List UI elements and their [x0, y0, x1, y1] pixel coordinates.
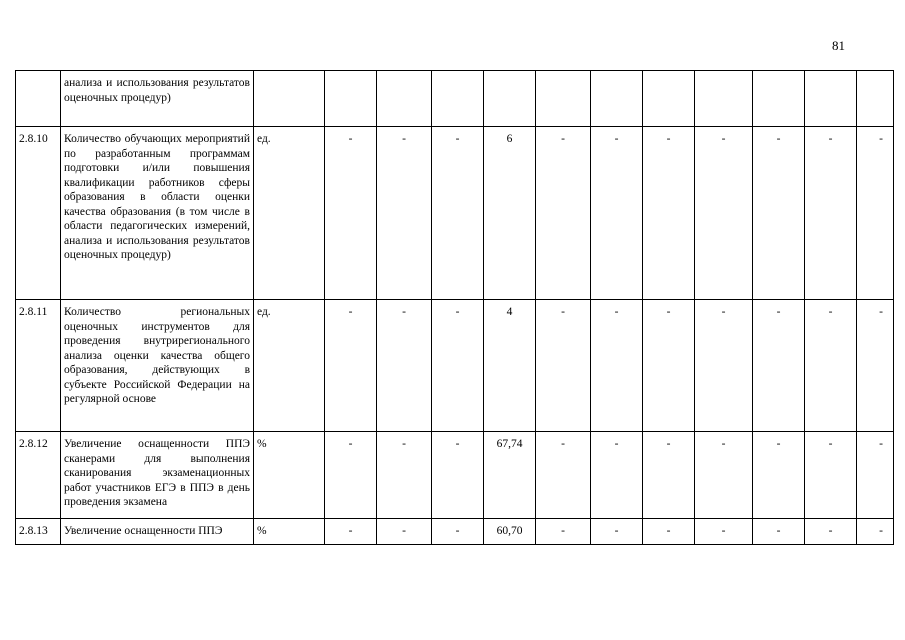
indicator-unit: %	[254, 432, 325, 519]
indicator-value: -	[753, 432, 805, 519]
indicator-value: -	[805, 127, 857, 300]
indicator-value	[484, 71, 536, 127]
indicator-number: 2.8.11	[16, 300, 61, 432]
table-row	[16, 71, 894, 127]
indicator-value	[643, 71, 695, 127]
page-number: 81	[832, 38, 845, 53]
indicator-description: Количество обучающих мероприятий по разработанным программам подготовки и/или повышения квалификации работников сферы образования в области оценки качества образования (в том числе в области педагогических измерений, анализа и использования результатов оценочных процедур)	[61, 127, 254, 300]
indicator-value	[325, 71, 377, 127]
indicator-value: -	[857, 519, 894, 545]
indicator-value: -	[432, 519, 484, 545]
indicator-value: -	[753, 127, 805, 300]
table-row	[16, 127, 894, 300]
indicator-value	[432, 71, 484, 127]
indicator-number: 2.8.12	[16, 432, 61, 519]
indicator-value	[753, 71, 805, 127]
indicator-unit	[254, 71, 325, 127]
indicator-description: анализа и использования результатов оценочных процедур)	[61, 71, 254, 127]
indicator-table	[15, 70, 894, 545]
indicator-value: -	[325, 519, 377, 545]
indicator-number: 2.8.10	[16, 127, 61, 300]
indicator-value: -	[432, 127, 484, 300]
indicator-value: -	[805, 300, 857, 432]
indicator-number	[16, 71, 61, 127]
indicator-value: -	[377, 127, 432, 300]
indicator-value: -	[536, 127, 591, 300]
indicator-value	[805, 71, 857, 127]
indicator-value: -	[325, 300, 377, 432]
indicator-value: -	[695, 127, 753, 300]
indicator-value: -	[643, 300, 695, 432]
indicator-value: 6	[484, 127, 536, 300]
indicator-value: -	[536, 432, 591, 519]
indicator-value: -	[432, 432, 484, 519]
indicator-value: -	[325, 432, 377, 519]
indicator-value	[536, 71, 591, 127]
indicator-value: -	[591, 127, 643, 300]
indicator-value: -	[695, 300, 753, 432]
table-row	[16, 519, 894, 545]
indicator-value: -	[857, 127, 894, 300]
indicator-description: Увеличение оснащенности ППЭ сканерами для выполнения сканирования экзаменационных работ участников ЕГЭ в ППЭ в день проведения экзамена	[61, 432, 254, 519]
indicator-value: -	[536, 300, 591, 432]
indicator-value: -	[591, 300, 643, 432]
indicator-unit: %	[254, 519, 325, 545]
indicator-value: -	[753, 519, 805, 545]
indicator-value	[591, 71, 643, 127]
table-row	[16, 300, 894, 432]
indicator-value: -	[643, 432, 695, 519]
table-row	[16, 432, 894, 519]
indicator-value: -	[643, 127, 695, 300]
indicator-value: -	[591, 519, 643, 545]
indicator-description: Увеличение оснащенности ППЭ	[61, 519, 254, 545]
indicator-value: -	[432, 300, 484, 432]
indicator-value: -	[377, 432, 432, 519]
indicator-value: -	[753, 300, 805, 432]
indicator-value: -	[695, 519, 753, 545]
indicator-value: -	[805, 519, 857, 545]
indicator-unit: ед.	[254, 300, 325, 432]
indicator-value: -	[377, 519, 432, 545]
indicator-description: Количество региональных оценочных инструментов для проведения внутрирегионального анализа оценки качества общего образования, действующих в субъекте Российской Федерации на регулярной основе	[61, 300, 254, 432]
indicator-value: 60,70	[484, 519, 536, 545]
indicator-value: 4	[484, 300, 536, 432]
indicator-value	[377, 71, 432, 127]
indicator-value: -	[536, 519, 591, 545]
indicator-unit: ед.	[254, 127, 325, 300]
indicator-value	[857, 71, 894, 127]
indicator-value: -	[325, 127, 377, 300]
indicator-value: 67,74	[484, 432, 536, 519]
indicator-value	[695, 71, 753, 127]
indicator-value: -	[377, 300, 432, 432]
indicator-value: -	[695, 432, 753, 519]
indicator-value: -	[857, 300, 894, 432]
indicator-value: -	[643, 519, 695, 545]
indicator-value: -	[591, 432, 643, 519]
indicator-value: -	[857, 432, 894, 519]
indicator-number: 2.8.13	[16, 519, 61, 545]
indicator-value: -	[805, 432, 857, 519]
